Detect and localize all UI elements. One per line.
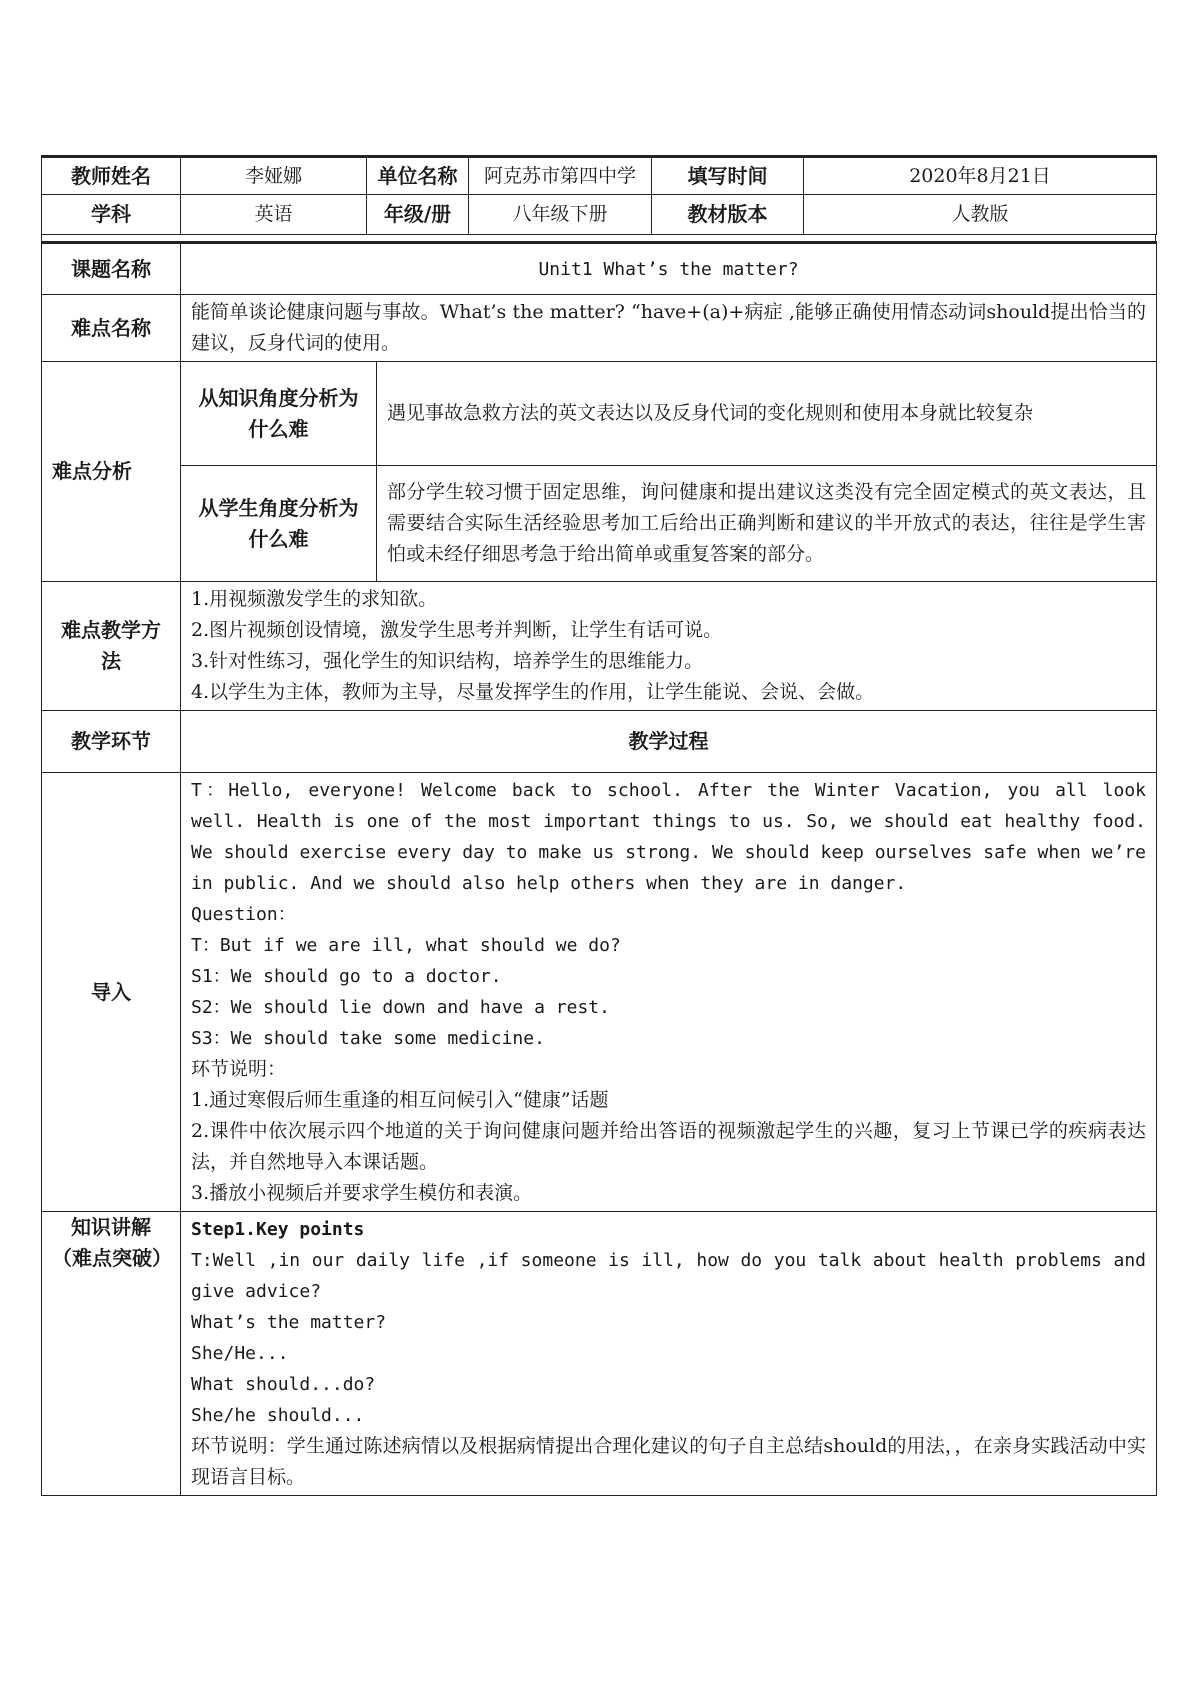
student-angle-label: 从学生角度分析为什么难: [181, 466, 377, 582]
knowledge-line: She/he should...: [191, 1405, 365, 1426]
intro-line: S2：We should lie down and have a rest.: [191, 997, 610, 1018]
topic-label: 课题名称: [42, 243, 181, 295]
knowledge-label: 知识讲解: [71, 1215, 151, 1239]
analysis-row-student: [42, 466, 1157, 582]
intro-paragraph: T：Hello, everyone! Welcome back to school. After the Winter Vacation, you all look well. Health is one of the most important things to us. So, we should eat healthy food. We should exercise every day to make us strong. We should keep ourselves safe when we’re in public. And we should also help others when they are in danger.: [191, 780, 1146, 894]
analysis-label: 难点分析: [42, 362, 181, 582]
teacher-value: 李娅娜: [181, 157, 367, 195]
intro-line: S1：We should go to a doctor.: [191, 966, 502, 987]
knowledge-paragraph: T:Well ,in our daily life ,if someone is ill, how do you talk about health problems and give advice?: [191, 1250, 1146, 1302]
knowledge-sublabel: （难点突破）: [52, 1246, 172, 1270]
knowledge-content: [181, 1212, 1157, 1496]
topic-row: [42, 243, 1157, 295]
teacher-label: 教师姓名: [42, 157, 181, 195]
process-header: 教学过程: [181, 711, 1157, 773]
intro-row: [42, 773, 1157, 1212]
info-table: [41, 155, 1157, 235]
topic-value: Unit1 What’s the matter?: [181, 243, 1157, 295]
knowledge-row: [42, 1212, 1157, 1496]
unit-label: 单位名称: [367, 157, 469, 195]
intro-line: 3.播放小视频后并要求学生模仿和表演。: [191, 1182, 533, 1204]
knowledge-line: She/He...: [191, 1343, 289, 1364]
knowledge-note: 环节说明：学生通过陈述病情以及根据病情提出合理化建议的句子自主总结should的用法，，在亲身实践活动中实现语言目标。: [191, 1435, 1146, 1488]
student-angle-text: 部分学生较习惯于固定思维，询问健康和提出建议这类没有完全固定模式的英文表达，且需要结合实际生活经验思考加工后给出正确判断和建议的半开放式的表达，往往是学生害怕或未经仔细思考急于给出简单或重复答案的部分。: [377, 466, 1157, 582]
methods-row: [42, 582, 1157, 711]
intro-line: 2.课件中依次展示四个地道的关于询问健康问题并给出答语的视频激起学生的兴趣，复习上节课已学的疾病表达法，并自然地导入本课话题。: [191, 1120, 1146, 1173]
method-item: 3.针对性练习，强化学生的知识结构，培养学生的思维能力。: [191, 650, 704, 672]
intro-content: [181, 773, 1157, 1212]
textbook-value: 人教版: [804, 195, 1157, 235]
knowledge-angle-label: 从知识角度分析为什么难: [181, 362, 377, 466]
knowledge-label-cell: [42, 1212, 181, 1496]
date-label: 填写时间: [652, 157, 804, 195]
method-item: 1.用视频激发学生的求知欲。: [191, 588, 438, 610]
knowledge-line: What should...do?: [191, 1374, 376, 1395]
intro-label: 导入: [42, 773, 181, 1212]
intro-line: T：But if we are ill, what should we do?: [191, 935, 621, 956]
grade-label: 年级/册: [367, 195, 469, 235]
info-row-2: [42, 195, 1157, 235]
difficulty-row: [42, 295, 1157, 362]
main-table: [41, 241, 1157, 1496]
grade-value: 八年级下册: [469, 195, 652, 235]
difficulty-value: 能简单谈论健康问题与事故。What’s the matter? “have+(a)+病症 ,能够正确使用情态动词should提出恰当的建议，反身代词的使用。: [181, 295, 1157, 362]
date-value: 2020年8月21日: [804, 157, 1157, 195]
knowledge-angle-text: 遇见事故急救方法的英文表达以及反身代词的变化规则和使用本身就比较复杂: [377, 362, 1157, 466]
difficulty-label: 难点名称: [42, 295, 181, 362]
lesson-plan-page: [41, 155, 1156, 1496]
methods-label: 难点教学方法: [42, 582, 181, 711]
textbook-label: 教材版本: [652, 195, 804, 235]
method-item: 4.以学生为主体，教师为主导，尽量发挥学生的作用，让学生能说、会说、会做。: [191, 681, 875, 703]
process-header-row: [42, 711, 1157, 773]
intro-line: 环节说明：: [191, 1058, 287, 1080]
unit-value: 阿克苏市第四中学: [469, 157, 652, 195]
method-item: 2.图片视频创设情境，激发学生思考并判断，让学生有话可说。: [191, 619, 723, 641]
process-stage-header: 教学环节: [42, 711, 181, 773]
intro-line: Question：: [191, 904, 296, 925]
methods-list: [181, 582, 1157, 711]
subject-label: 学科: [42, 195, 181, 235]
intro-line: S3：We should take some medicine.: [191, 1028, 545, 1049]
analysis-row-knowledge: [42, 362, 1157, 466]
step-title: Step1.Key points: [191, 1219, 365, 1240]
info-row-1: [42, 157, 1157, 195]
knowledge-line: What’s the matter?: [191, 1312, 387, 1333]
intro-line: 1.通过寒假后师生重逢的相互问候引入“健康”话题: [191, 1089, 609, 1111]
subject-value: 英语: [181, 195, 367, 235]
